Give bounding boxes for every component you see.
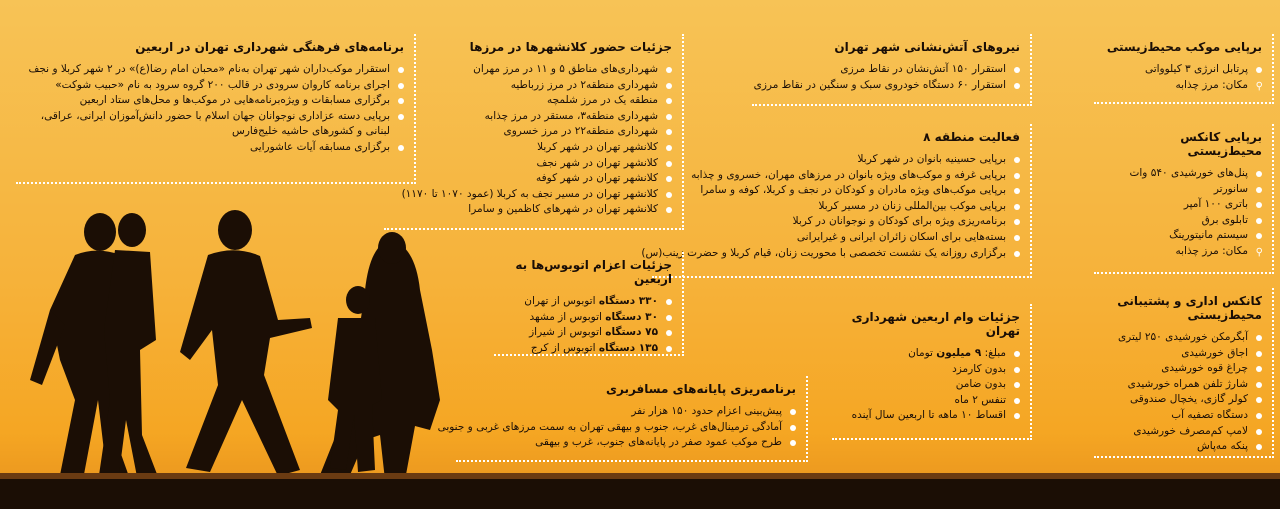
list-item: کلانشهر تهران در شهر کربلا: [392, 140, 672, 156]
list-item: اجاق خورشیدی: [1102, 346, 1262, 362]
mokab-box: [1094, 34, 1274, 104]
presence-title: جزئیات حضور کلانشهرها در مرزها: [469, 40, 672, 54]
list-item: سانورتر: [1102, 182, 1262, 198]
list-item: بدون کارمزد: [840, 362, 1020, 378]
list-item: کولر گازی، یخچال صندوقی: [1102, 392, 1262, 408]
list-item: بدون ضامن: [840, 377, 1020, 393]
bus-row: ۳۰ دستگاه اتوبوس از مشهد: [502, 310, 672, 326]
list-item: شهرداری‌های مناطق ۵ و ۱۱ در مرز مهران: [392, 62, 672, 78]
list-item: کلانشهر تهران در مسیر نجف به کربلا (عمود ۱۰۷۰ تا ۱۱۷۰): [392, 187, 672, 203]
list-item: برپایی غرفه و موکب‌های ویژه بانوان در مرزهای مهران، خسروی و چذابه: [660, 168, 1020, 184]
list-item: استقرار ۶۰ دستگاه خودروی سبک و سنگین در نقاط مرزی: [760, 78, 1020, 94]
list-item: آبگرمکن خورشیدی ۲۵۰ لیتری: [1102, 330, 1262, 346]
list-item: پیش‌بینی اعزام حدود ۱۵۰ هزار نفر: [464, 404, 796, 420]
list-item: کلانشهر تهران در شهر کوفه: [392, 171, 672, 187]
list-item: پنکه مه‌پاش: [1102, 439, 1262, 455]
kanks-title: برپایی کانکس محیط‌زیستی: [1180, 130, 1262, 158]
terminals-title: برنامه‌ریزی پایانه‌های مسافربری: [606, 382, 796, 396]
list-item: شهرداری منطقه۲۲ در مرز خسروی: [392, 124, 672, 140]
location-item: ⚲ مکان: مرز چذابه: [1102, 244, 1262, 260]
fire-box: [752, 34, 1032, 106]
region8-title: فعالیت منطقه ۸: [923, 130, 1020, 144]
bus-row: ۳۳۰ دستگاه اتوبوس از تهران: [502, 294, 672, 310]
list-item: طرح موکب عمود صفر در پایانه‌های جنوب، غرب و بیهقی: [464, 435, 796, 451]
buses-title: جزئیات اعزام اتوبوس‌ها به اربعین: [515, 258, 672, 286]
list-item: استقرار ۱۵۰ آتش‌نشان در نقاط مرزی: [760, 62, 1020, 78]
mokab-title: برپایی موکب محیط‌زیستی: [1106, 40, 1262, 54]
fire-title: نیروهای آتش‌نشانی شهر تهران: [834, 40, 1020, 54]
loan-amount: مبلغ: ۹ میلیون تومان: [840, 346, 1020, 362]
list-item: برپایی موکب‌های ویژه مادران و کودکان در نجف و کربلا، کوفه و سامرا: [660, 183, 1020, 199]
loan-box: [832, 304, 1032, 440]
bus-row: ۷۵ دستگاه اتوبوس از شیراز: [502, 325, 672, 341]
ground-bar: [0, 473, 1280, 509]
list-item: برپایی موکب بین‌المللی زنان در مسیر کربلا: [660, 199, 1020, 215]
list-item: برنامه‌ریزی ویژه برای کودکان و نوجوانان در کربلا: [660, 214, 1020, 230]
list-item: سیستم مانیتورینگ: [1102, 228, 1262, 244]
buses-box: [494, 252, 684, 356]
presence-box: [384, 34, 684, 230]
culture-box: [16, 34, 416, 184]
culture-title: برنامه‌های فرهنگی شهرداری تهران در اربعین: [135, 40, 404, 54]
list-item: اقساط ۱۰ ماهه تا اربعین سال آینده: [840, 408, 1020, 424]
kanks-box: [1094, 124, 1274, 274]
region8-box: [641, 124, 1032, 278]
list-item: دستگاه تصفیه آب: [1102, 408, 1262, 424]
support-box: [1094, 288, 1274, 458]
list-item: تنفس ۲ ماه: [840, 393, 1020, 409]
list-item: برپایی حسینیه بانوان در شهر کربلا: [660, 152, 1020, 168]
bus-row: ۱۳۵ دستگاه اتوبوس از کرج: [502, 341, 672, 357]
list-item: کلانشهر تهران در شهر نجف: [392, 156, 672, 172]
list-item: شارژ تلفن همراه خورشیدی: [1102, 377, 1262, 393]
list-item: بسته‌هایی برای اسکان زائران ایرانی و غیرایرانی: [660, 230, 1020, 246]
list-item: چراغ قوه خورشیدی: [1102, 361, 1262, 377]
support-title: کانکس اداری و پشتیبانی محیط‌زیستی: [1117, 294, 1262, 322]
list-item: شهرداری منطقه۳، مستقر در مرز چذابه: [392, 109, 672, 125]
list-item: برگزاری مسابقات و ویژه‌برنامه‌هایی در موکب‌ها و محل‌های ستاد اربعین: [24, 93, 404, 109]
list-item: استقرار موکب‌داران شهر تهران به‌نام «محبان امام رضا(ع)» در ۲ شهر کربلا و نجف: [24, 62, 404, 78]
list-item: منطقه یک در مرز شلمچه: [392, 93, 672, 109]
list-item: باتری ۱۰۰ آمپر: [1102, 197, 1262, 213]
location-pin-icon: ⚲: [1255, 246, 1263, 258]
list-item: برگزاری مسابقه آیات عاشورایی: [24, 140, 404, 156]
pilgrims-silhouette: [20, 200, 440, 490]
list-item: تابلوی برق: [1102, 213, 1262, 229]
loan-title: جزئیات وام اربعین شهرداری تهران: [851, 310, 1020, 338]
list-item: پنل‌های خورشیدی ۵۴۰ وات: [1102, 166, 1262, 182]
list-item: برپایی دسته عزاداری نوجوانان جهان اسلام با حضور دانش‌آموزان ایرانی، عراقی، لبنانی و کشورهای حاشیه خلیج‌فارس: [24, 109, 404, 140]
list-item: شهرداری منطقه۲ در مرز زرباطیه: [392, 78, 672, 94]
terminals-box: [437, 376, 808, 462]
list-item: لامپ کم‌مصرف خورشیدی: [1102, 424, 1262, 440]
location-item: ⚲ مکان: مرز چذابه: [1102, 78, 1262, 94]
location-pin-icon: ⚲: [1255, 80, 1263, 92]
list-item: کلانشهر تهران در شهرهای کاظمین و سامرا: [392, 202, 672, 218]
list-item: آمادگی ترمینال‌های غرب، جنوب و بیهقی تهران به سمت مرزهای غربی و جنوبی: [464, 420, 796, 436]
list-item: برگزاری روزانه یک نشست تخصصی با محوریت زنان، قیام کربلا و حضرت زینب(س): [660, 246, 1020, 262]
list-item: پرتابل انرژی ۳ کیلوواتی: [1102, 62, 1262, 78]
list-item: اجرای برنامه کاروان سرودی در قالب ۲۰۰ گروه سرود به نام «حبیب شوکت»: [24, 78, 404, 94]
